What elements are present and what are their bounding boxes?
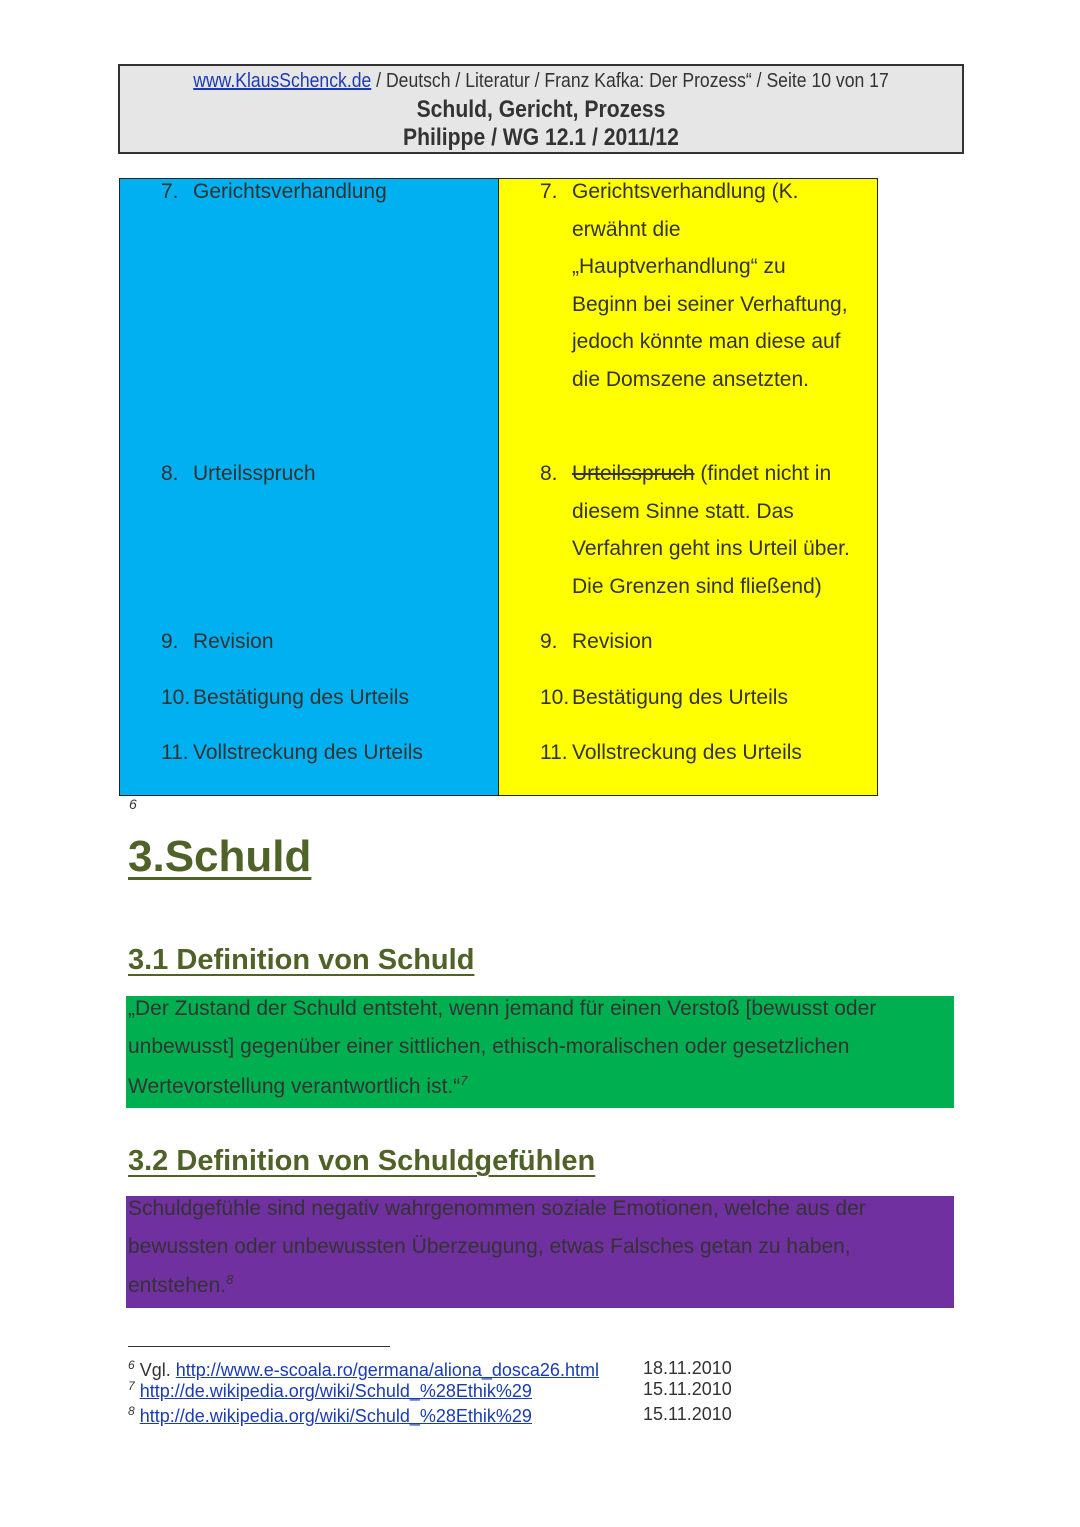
subsection-heading: 3.2 Definition von Schuldgefühlen (128, 1145, 596, 1177)
table-column-right: 7. Gerichtsverhandlung (K. erwähnt die „Hauptverhandlung“ zu Beginn bei seiner Verhaftung, jedoch könnte man diese auf die Domszene ansetzten. 8. Urteilsspruch (findet nicht in diesem Sinne statt. Das Verfahren geht ins Urteil über. Die Grenzen sind fließend) 9. Revision 10. Bestätigung des Urteils 11. Vollstreckung des Urteils (498, 178, 878, 796)
table-column-left: 7. Gerichtsverhandlung 8. Urteilsspruch 9. Revision 10. Bestätigung des Urteils 11. Vollstreckung des Urteils (119, 178, 499, 796)
footnote-ref[interactable]: 7 (460, 1073, 468, 1088)
header-title: Schuld, Gericht, Prozess (416, 96, 666, 123)
site-link[interactable]: www.KlausSchenck.de (193, 70, 372, 92)
header-breadcrumb (171, 70, 912, 93)
footnote: $^7$ http://de.wikipedia.org/wiki/Schuld_%28Ethik%29 (128, 1379, 532, 1401)
header-subtitle: Philippe / WG 12.1 / 2011/12 (403, 124, 679, 151)
footnote-date: 15.11.2010 (643, 1404, 732, 1424)
footnote-date: 15.11.2010 (643, 1379, 732, 1399)
footnote-ref[interactable]: 8 (226, 1272, 234, 1287)
footnote-link[interactable]: http://de.wikipedia.org/wiki/Schuld_%28Ethik%29 (139, 1381, 532, 1401)
footnote-divider (128, 1346, 390, 1347)
definition-schuld-box: „Der Zustand der Schuld entsteht, wenn jemand für einen Verstoß [bewusst oder unbewusst] gegenüber einer sittlichen, ethisch-moralischen oder gesetzlichen Wertevorstellung verantwortlich ist.“$^7$ (126, 996, 954, 1108)
footnote-date: 18.11.2010 (643, 1358, 732, 1378)
subsection-heading: 3.1 Definition von Schuld (128, 944, 475, 976)
struck-text: Urteilsspruch (572, 462, 695, 485)
breadcrumb-path: / Deutsch / Literatur / Franz Kafka: Der Prozess“ / Seite 10 von 17 (371, 70, 889, 92)
footnote-link[interactable]: http://www.e-scoala.ro/germana/aliona_dosca26.html (175, 1360, 599, 1380)
footnote: $^8$ http://de.wikipedia.org/wiki/Schuld_%28Ethik%29 (128, 1404, 532, 1426)
definition-schuldgefuehle-box: Schuldgefühle sind negativ wahrgenommen soziale Emotionen, welche aus der bewussten oder unbewussten Überzeugung, etwas Falsches getan zu haben, entstehen.$^8$ (126, 1196, 954, 1308)
section-title: 3.Schuld (128, 832, 312, 881)
footnote-link[interactable]: http://de.wikipedia.org/wiki/Schuld_%28Ethik%29 (139, 1406, 532, 1426)
footnote-marker: 6 (129, 796, 137, 812)
document-header (118, 64, 964, 154)
footnote: $^6$ Vgl. http://www.e-scoala.ro/germana/aliona_dosca26.html (128, 1358, 599, 1380)
